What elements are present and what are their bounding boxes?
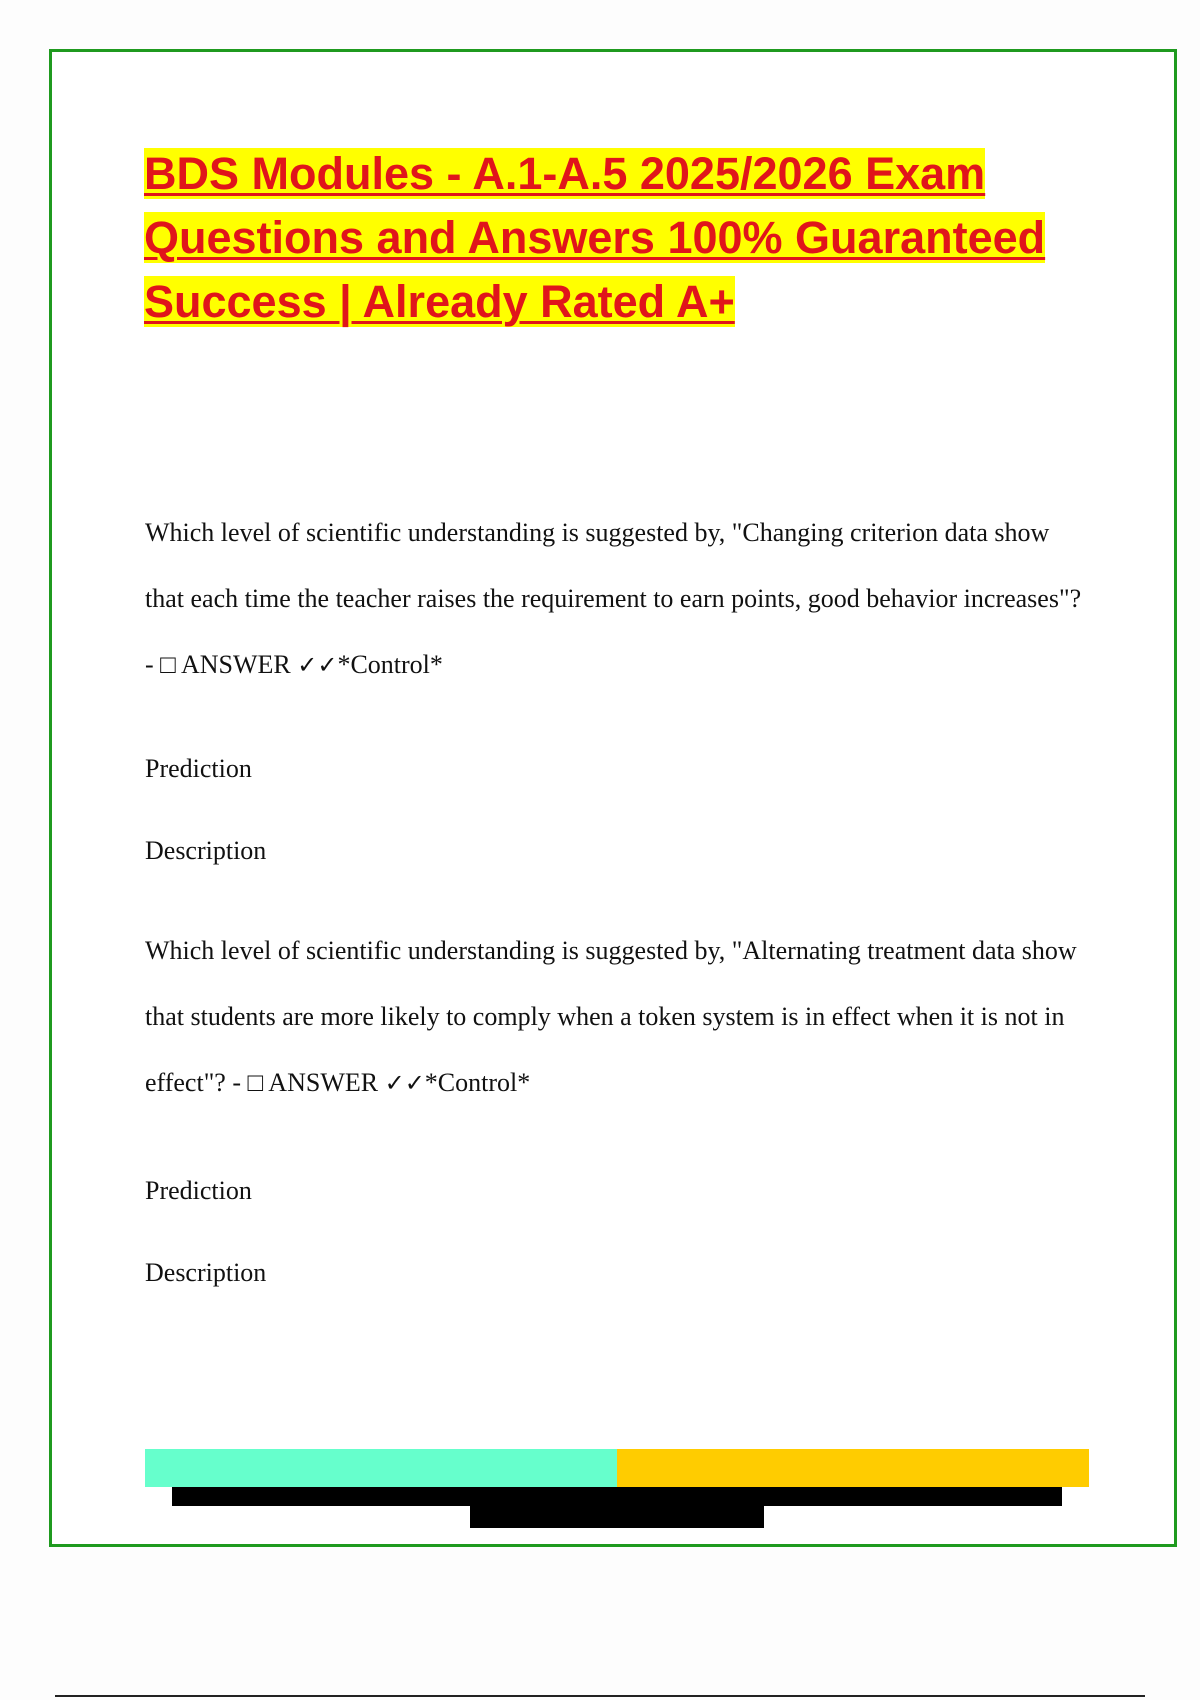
footer-bar-teal: [145, 1449, 617, 1487]
document-body: [145, 500, 1085, 1286]
question-2: [145, 918, 1085, 1116]
question-1-prompt: Which level of scientific understanding is suggested by, "Changing criterion data show that each time the teacher raises the requirement to earn points, good behavior increases"? -: [145, 518, 1082, 679]
answer-label: ANSWER: [263, 1068, 385, 1097]
document-title: [144, 142, 1084, 334]
title-text: BDS Modules - A.1-A.5 2025/2026 Exam Questions and Answers 100% Guaranteed Success | Already Rated A+: [144, 148, 1046, 327]
question-2-prompt: Which level of scientific understanding is suggested by, "Alternating treatment data show that students are more likely to comply when a token system is in effect when it is not in effect"? -: [145, 936, 1077, 1097]
question-2-answer: *Control*: [424, 1068, 531, 1097]
question-1-option-2: Description: [145, 836, 267, 865]
bottom-rule: [55, 1695, 1145, 1697]
question-1-option-1: Prediction: [145, 754, 252, 783]
footer-bar-yellow: [617, 1449, 1089, 1487]
footer-bar-black-wide: [172, 1487, 1062, 1506]
double-check-icon: ✓✓: [384, 1069, 425, 1097]
answer-marker: □: [247, 1068, 264, 1097]
question-2-option-1: Prediction: [145, 1176, 252, 1205]
answer-label: ANSWER: [175, 650, 298, 679]
answer-marker: □: [160, 650, 176, 679]
question-1: [145, 500, 1085, 698]
question-2-option-2: Description: [145, 1258, 267, 1287]
question-1-answer: *Control*: [337, 650, 443, 679]
footer-bar-black-narrow: [470, 1506, 764, 1528]
double-check-icon: ✓✓: [297, 651, 338, 679]
